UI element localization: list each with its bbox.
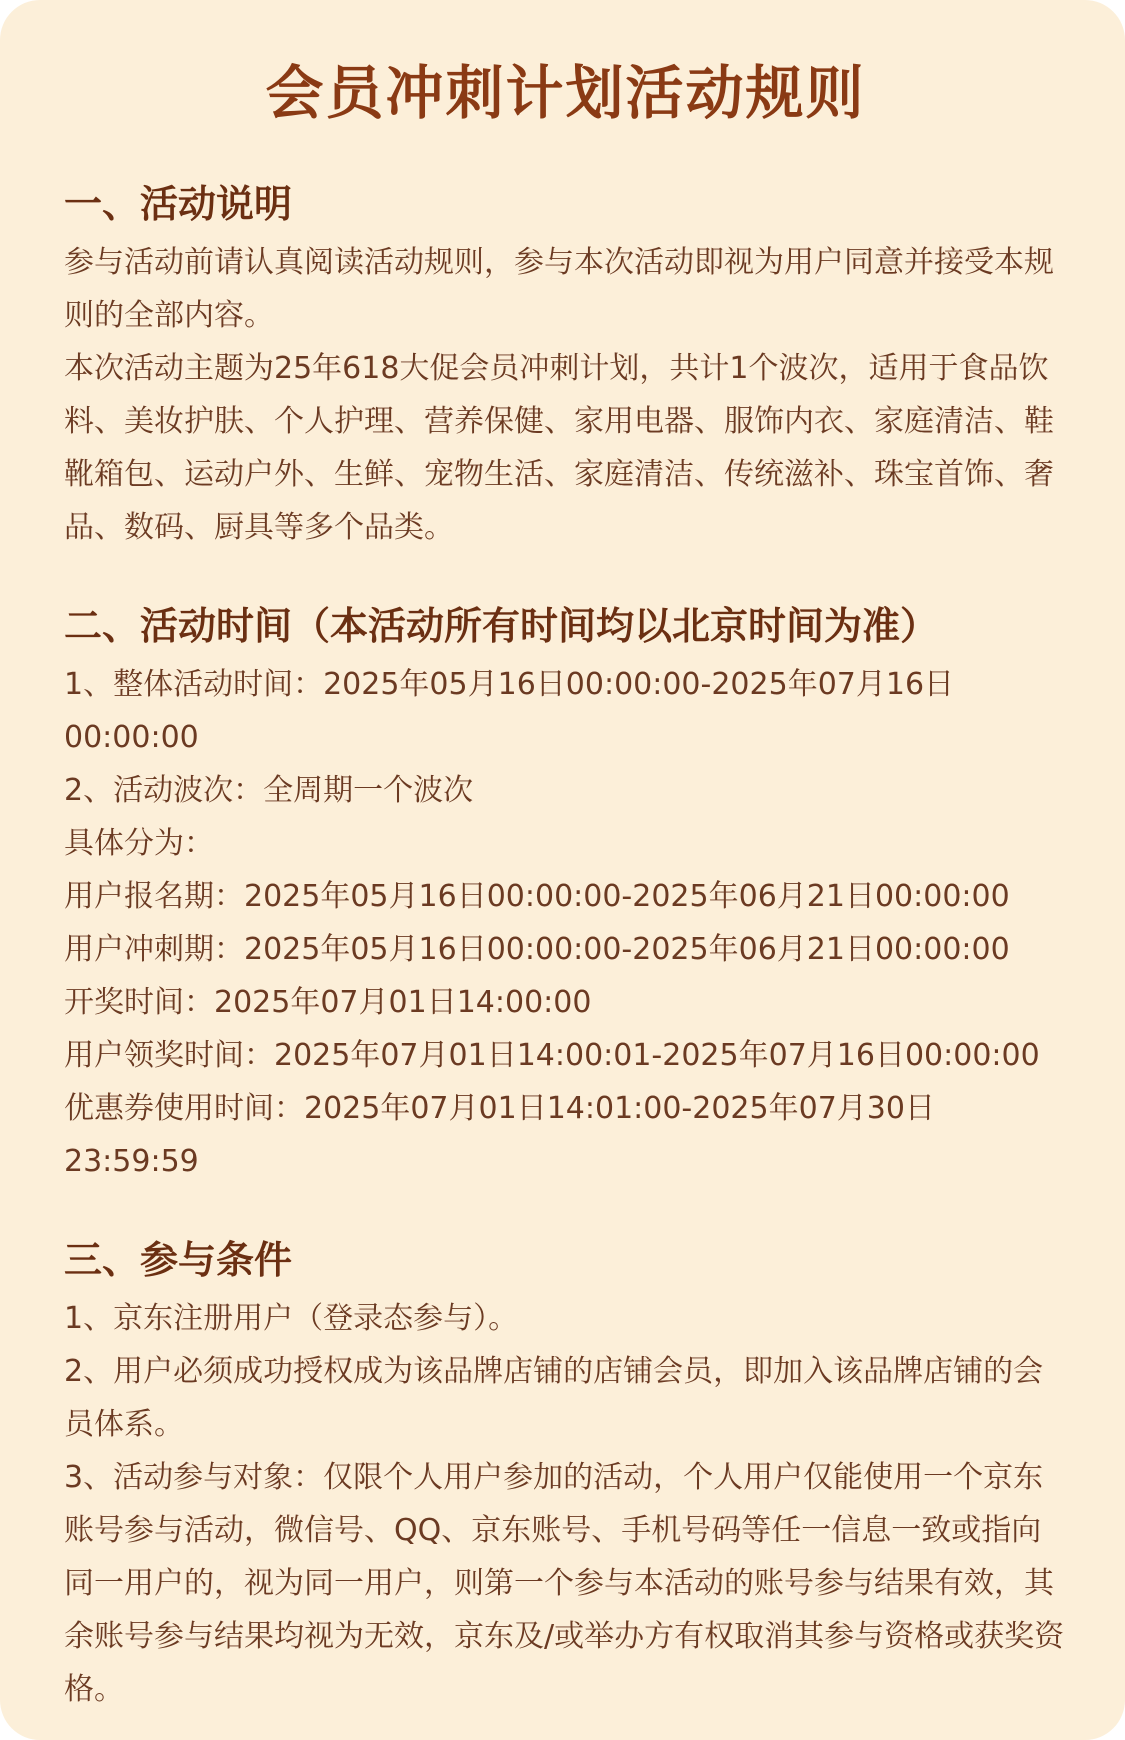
section-heading: 二、活动时间（本活动所有时间均以北京时间为准） (64, 604, 939, 648)
section-heading: 三、参与条件 (64, 1238, 293, 1282)
paragraph: 具体分为： (64, 826, 214, 861)
paragraph: 本次活动主题为25年618大促会员冲刺计划，共计1个波次，适用于食品饮料、美妆护肤、个人护理、营养保健、家用电器、服饰内衣、家庭清洁、鞋靴箱包、运动户外、生鲜、宠物生活、家庭清洁、传统滋补、珠宝首饰、奢品、数码、厨具等多个品类。 (64, 351, 1054, 545)
paragraph: 3、活动参与对象：仅限个人用户参加的活动，个人用户仅能使用一个京东账号参与活动，微信号、QQ、京东账号、手机号码等任一信息一致或指向同一用户的，视为同一用户，则第一个参与本活动的账号参与结果有效，其余账号参与结果均视为无效，京东及/或举办方有权取消其参与资格或获奖资格。 (64, 1460, 1065, 1707)
page-title: 会员冲刺计划活动规则 (265, 59, 866, 127)
paragraph: 2、用户必须成功授权成为该品牌店铺的店铺会员，即加入该品牌店铺的会员体系。 (64, 1354, 1044, 1442)
paragraph: 2、活动波次：全周期一个波次 (64, 773, 474, 808)
paragraph: 参与活动前请认真阅读活动规则，参与本次活动即视为用户同意并接受本规则的全部内容。 (64, 245, 1054, 333)
paragraph: 1、整体活动时间：2025年05月16日00:00:00-2025年07月16日00:00:00 (64, 667, 955, 755)
paragraph: 开奖时间：2025年07月01日14:00:00 (64, 985, 592, 1020)
paragraph: 用户领奖时间：2025年07月01日14:00:01-2025年07月16日00:00:00 (64, 1038, 1040, 1073)
section-activity-time (64, 598, 1067, 1188)
section-participation-conditions (64, 1232, 1067, 1716)
paragraph: 用户冲刺期：2025年05月16日00:00:00-2025年06月21日00:00:00 (64, 932, 1010, 967)
section-heading: 一、活动说明 (64, 182, 293, 226)
section-activity-description (64, 176, 1067, 554)
paragraph: 优惠券使用时间：2025年07月01日14:01:00-2025年07月30日23:59:59 (64, 1091, 935, 1179)
paragraph: 用户报名期：2025年05月16日00:00:00-2025年06月21日00:00:00 (64, 879, 1010, 914)
paragraph: 1、京东注册用户（登录态参与）。 (64, 1301, 519, 1336)
